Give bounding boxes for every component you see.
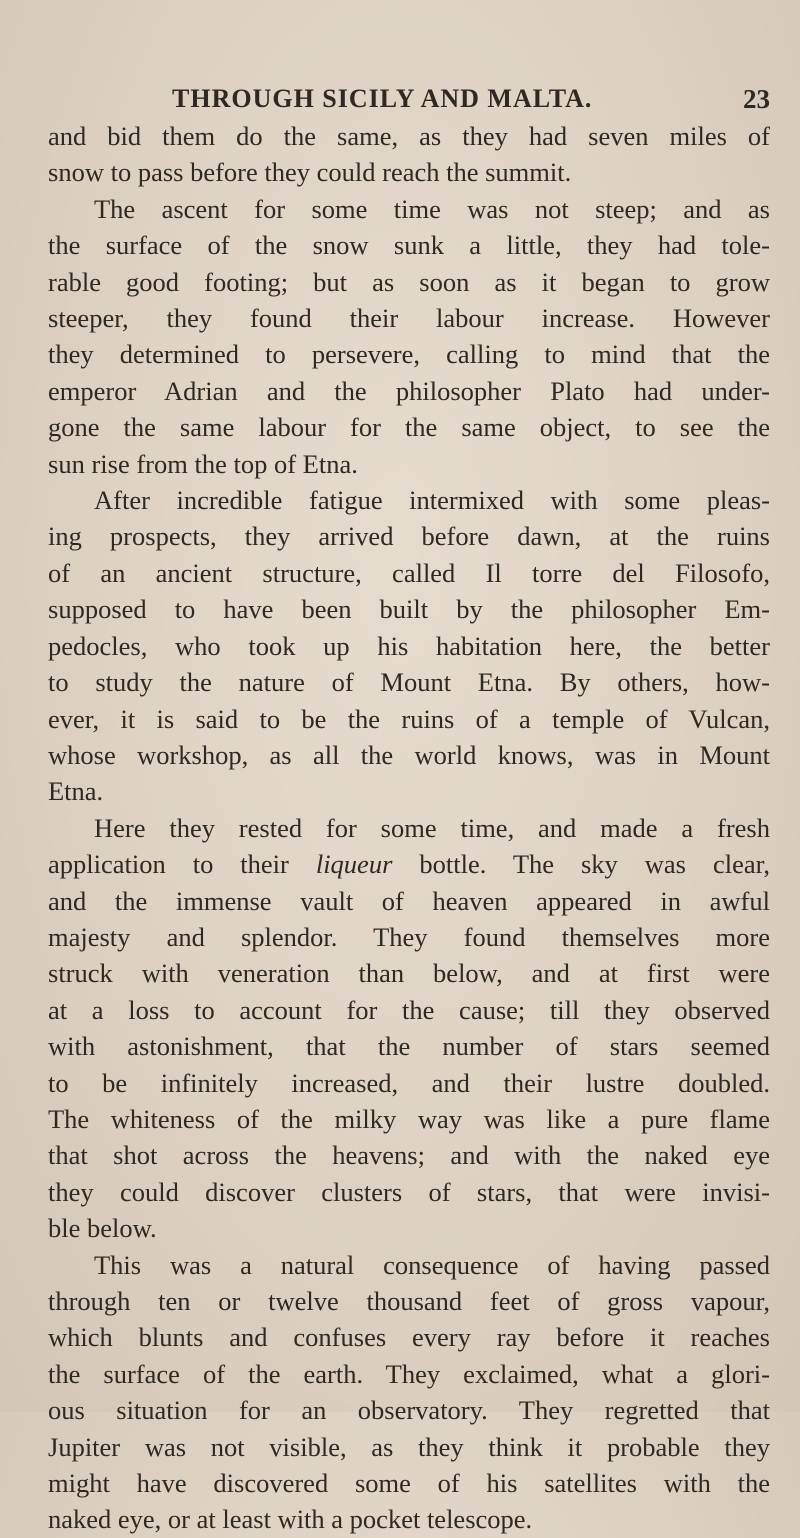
text-line: and bid them do the same, as they had seven miles of [48,121,770,151]
text-line: of an ancient structure, called Il torre del Filosofo, [48,557,770,588]
page-number: 23 [743,84,770,114]
text-line: gone the same labour for the same object, to see the [48,412,770,443]
text-line: with astonishment, that the number of stars seemed [48,1031,770,1062]
text-line: rable good footing; but as soon as it began to grow [48,266,770,297]
text-line: the surface of the earth. They exclaimed, what a glori- [48,1358,770,1389]
text-line: The whiteness of the milky way was like a pure flame [48,1103,770,1134]
text-line: ever, it is said to be the ruins of a temple of Vulcan, [48,703,770,734]
text-line: Etna. [48,776,104,807]
text-line: snow to pass before they could reach the summit. [48,157,572,188]
paragraph-4 [48,810,770,1247]
text-line: through ten or twelve thousand feet of gross vapour, [48,1286,770,1316]
text-line: the surface of the snow sunk a little, they had tole- [48,230,770,261]
text-line: might have discovered some of his satellites with the [48,1468,770,1499]
text-line [48,846,770,882]
text-line: Jupiter was not visible, as they think it probable they [48,1431,770,1462]
text-line: Here they rested for some time, and made a fresh [94,812,770,843]
text-line: struck with veneration than below, and at first were [48,958,770,989]
text-line: ble below. [48,1213,157,1244]
text-line: and the immense vault of heaven appeared in awful [48,885,770,916]
text-line: that shot across the heavens; and with the naked eye [48,1140,770,1171]
paragraph-3 [48,482,770,810]
italic-word: liqueur [315,849,393,880]
text-line: The ascent for some time was not steep; and as [94,193,770,224]
text-line: steeper, they found their labour increase. However [48,303,770,334]
text-line: supposed to have been built by the philosopher Em- [48,594,770,625]
text-run: bottle. The sky was clear, [392,849,770,880]
text-line: emperor Adrian and the philosopher Plato had under- [48,375,770,406]
text-line: naked eye, or at least with a pocket telescope. [48,1504,533,1535]
text-run: application to their [48,849,316,880]
paragraph-2 [48,191,770,482]
text-line: which blunts and confuses every ray before it reaches [48,1322,770,1353]
text-line: ing prospects, they arrived before dawn, at the ruins [48,521,770,552]
text-line: ous situation for an observatory. They regretted that [48,1395,770,1426]
text-line: to be infinitely increased, and their lustre doubled. [48,1067,770,1098]
text-line: After incredible fatigue intermixed with some pleas- [94,485,770,516]
book-page [48,76,770,1538]
text-line: to study the nature of Mount Etna. By others, how- [48,667,770,698]
running-head [48,76,770,116]
text-line: whose workshop, as all the world knows, was in Mount [48,739,770,770]
text-line: This was a natural consequence of having passed [94,1249,770,1280]
text-line: majesty and splendor. They found themselves more [48,921,770,952]
text-line: sun rise from the top of Etna. [48,448,358,479]
paragraph-1 [48,118,770,191]
text-line: they determined to persevere, calling to mind that the [48,339,770,370]
text-line: they could discover clusters of stars, that were invisi- [48,1176,770,1207]
text-line: at a loss to account for the cause; till they observed [48,994,770,1025]
running-title: THROUGH SICILY AND MALTA. [172,84,593,113]
text-line: pedocles, who took up his habitation here, the better [48,630,770,661]
paragraph-5 [48,1247,770,1538]
